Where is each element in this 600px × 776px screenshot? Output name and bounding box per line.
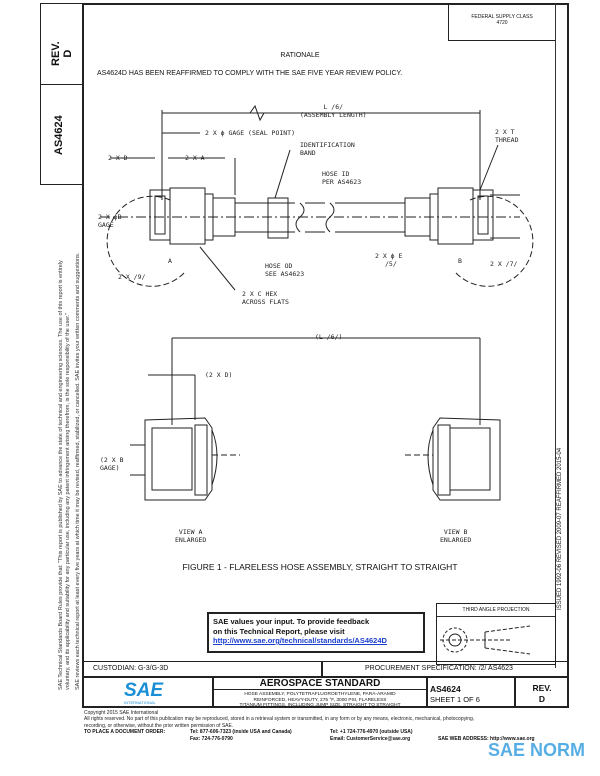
supply-class-box: FEDERAL SUPPLY CLASS 4720	[448, 3, 556, 41]
view-a-marker: A	[168, 257, 172, 265]
d-label: 2 X D	[108, 154, 128, 162]
rationale-text: AS4624D HAS BEEN REAFFIRMED TO COMPLY WITH THE SAE FIVE YEAR REVIEW POLICY.	[97, 70, 403, 77]
note-9-label: 2 X /9/	[118, 273, 146, 281]
rationale-title: RATIONALE	[280, 52, 320, 59]
sheet-number: SHEET 1 OF 6	[430, 695, 480, 704]
thread-label: 2 X T THREAD	[495, 128, 519, 144]
e-label: 2 X ϕ E /5/	[375, 252, 403, 268]
document-page: REV. D AS4624 SAE Technical Standards Board Rules provide that: "This report is published by SAE to advance the state of technical and engineering sciences. The use of this report is entirely voluntary, and its applicability and suitability for any particular use, including any patent infringement arising therefrom, is the sole responsibility of the user." SAE reviews each technical report at least every five years at which time it may be revised, reaffirmed, stabilized, or cancelled. SAE invites your written comments and suggestions. FEDERAL SUPPLY CLASS 4720 ISSUED 1992-06 REVISED 2009-07 REAFFIRMED 2015-04 RATIONALE AS4624D HAS BEEN REAFFIRMED TO COMPLY WITH THE SAE FIVE YEAR REVIEW POLICY. L /6/ (ASSEMBLY LENGTH) 2 X ϕ GAGE (SEAL POINT) IDENTIFICATION BAND 2 X D 2 X A HOSE ID PER AS4623 2 X T THREAD 2 X ϕB GAGE HOSE OD SEE AS4623 2 X ϕ E /5/ A B 2 X /9/ 2 X /7/ 2 X C HEX ACROSS FLATS (L /6/) (2 X D) (2 X B GAGE) VIEW A ENLARGED VIEW B ENLARGED FIGURE 1 - FLARELESS HOSE ASSEMBLY, STRAIGHT TO STRAIGHT SAE values your input. To provide feedback on this Technical Report, please visit http://www.sae.org/technical/standards/AS4624D THIRD ANGLE PROJECTION CUSTODIAN: G-3/G-3D PROCUREMENT SPECIFICATION: /2/ AS4623 SAE INTERNATIONAL AEROSPACE STANDARD HOSE ASSEMBLY, POLYTETRAFLUOROETHYLENE, PARA-ARAMID REINFORCED, HEAVY-DUTY, 275 °F, 3000 PSI, FLARELESS TITANIUM FITTINGS, INCLUDING JUMP SIZE, STRAIGHT TO STRAIGHT AS4624 SHEET 1 OF 6 REV. D Copyright 2015 SAE International All rights reserved. No part of this publication may be reproduced, stored in a retrieval system or transmitted, in any form or by any means, electronic, mechanical, photocopying, recording, or otherwise, without the prior written permission of SAE. TO PLACE A DOCUMENT ORDER: Tel: 877-606-7323 (inside USA and Canada) Fax: 724-776-0790 Tel: +1 724-776-4970 (outside USA) Email: CustomerService@sae.org SAE WEB ADDRESS: http://www.sae.org SAE NORM	[0, 0, 600, 776]
id-band-label: IDENTIFICATION BAND	[300, 141, 355, 157]
hose-id-label: HOSE ID PER AS4623	[322, 170, 362, 186]
custodian-row: CUSTODIAN: G-3/G-3D PROCUREMENT SPECIFICATION: /2/ AS4623	[82, 661, 569, 677]
note-7-label: 2 X /7/	[490, 260, 518, 268]
l-ref-label: (L /6/)	[315, 333, 343, 341]
feedback-link[interactable]: http://www.sae.org/technical/standards/AS4624D	[213, 636, 387, 645]
view-a-enlarged-label: VIEW A ENLARGED	[175, 528, 207, 544]
figure-caption: FIGURE 1 - FLARELESS HOSE ASSEMBLY, STRAIGHT TO STRAIGHT	[90, 562, 550, 573]
disclaimer: SAE Technical Standards Board Rules provide that: "This report is published by SAE to advance the state of technical and engineering sciences. The use of this report is entirely voluntary, and its applicability and suitability for any particular use, including any patent infringement arising therefrom, is the sole responsibility of the user." SAE reviews each technical report at least every five years at which time it may be revised, reaffirmed, stabilized, or cancelled. SAE invites your written comments and suggestions.	[58, 252, 81, 690]
hex-label: 2 X C HEX ACROSS FLATS	[242, 290, 289, 306]
projection-box: THIRD ANGLE PROJECTION	[436, 603, 556, 665]
b-ref-label: (2 X B GAGE)	[100, 456, 124, 472]
feedback-box: SAE values your input. To provide feedback on this Technical Report, please visit http://www.sae.org/technical/standards/AS4624D	[207, 612, 425, 653]
history-dates: ISSUED 1992-06 REVISED 2009-07 REAFFIRMED 2015-04	[557, 447, 563, 610]
d-ref-label: (2 X D)	[205, 371, 233, 379]
document-title: HOSE ASSEMBLY, POLYTETRAFLUOROETHYLENE, PARA-ARAMID REINFORCED, HEAVY-DUTY, 275 °F, 3000 PSI, FLARELESS TITANIUM FITTINGS, INCLUDING JUMP SIZE, STRAIGHT TO STRAIGHT	[239, 692, 401, 708]
a-label: 2 X A	[185, 154, 205, 162]
rev-label: REV. D	[50, 41, 74, 66]
view-b-marker: B	[458, 257, 462, 265]
standard-type: AEROSPACE STANDARD	[214, 678, 426, 690]
gage-seal-label: 2 X ϕ GAGE (SEAL POINT)	[205, 129, 296, 137]
web-address: SAE WEB ADDRESS: http://www.sae.org	[438, 736, 535, 742]
view-b-enlarged-label: VIEW B ENLARGED	[440, 528, 472, 544]
copyright-notice: Copyright 2015 SAE International All rights reserved. No part of this publication may be reproduced, stored in a retrieval system or transmitted, in any form or by any means, electronic, mechanical, photocopying, recording, or otherwise, without the prior written permission of SAE.	[84, 710, 475, 729]
doc-number: AS4624	[53, 115, 65, 155]
title-block: SAE INTERNATIONAL AEROSPACE STANDARD HOSE ASSEMBLY, POLYTETRAFLUOROETHYLENE, PARA-ARAMID REINFORCED, HEAVY-DUTY, 275 °F, 3000 PSI, FLARELESS TITANIUM FITTINGS, INCLUDING JUMP SIZE, STRAIGHT TO STRAIGHT AS4624 SHEET 1 OF 6 REV. D	[82, 676, 569, 708]
b-gage-label: 2 X ϕB GAGE	[98, 213, 122, 229]
watermark: SAE NORM	[488, 740, 586, 760]
sae-logo: SAE	[124, 680, 164, 701]
assembly-length-label: L /6/ (ASSEMBLY LENGTH)	[300, 103, 367, 119]
hose-od-label: HOSE OD SEE AS4623	[265, 262, 305, 278]
